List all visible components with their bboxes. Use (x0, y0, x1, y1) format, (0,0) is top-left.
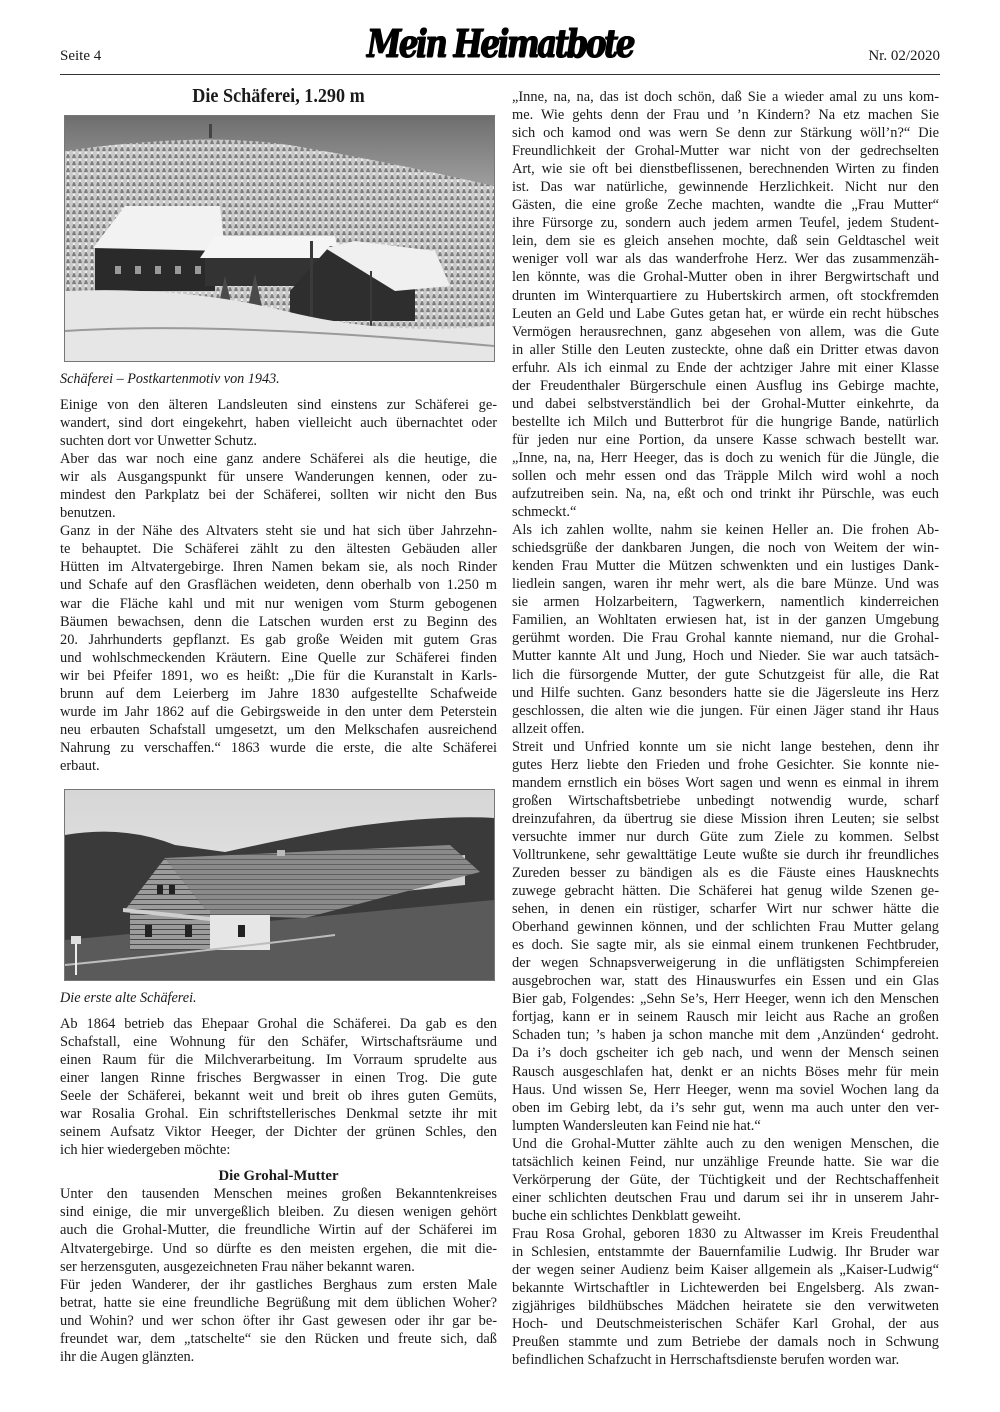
text-line: und dabei selbstverständlich bei der Grohal-Mutter einkehrte, da (512, 395, 939, 412)
paragraph (512, 1225, 939, 1369)
text-line: Familien, an Wohltaten erwiesen hat, ist in der ganzen Umgebung (512, 612, 939, 629)
text-line: fortjag, kann er in seinem Rausch mir leicht aus Rache an großen (512, 1009, 939, 1026)
paragraph (60, 1015, 497, 1159)
text-line: und Hilfe suchten. Ganz besonders hatte sie die Jägersleute ins Herz (512, 684, 939, 701)
text-line: Seele der Schäferei, bekannt weit und breit ob ihres guten Gemüts, (60, 1088, 497, 1105)
text-line: neu erbauten Schafstall umgesetzt, um den Melkschafen ausreichend (60, 721, 497, 738)
text-line: schiedsgrüße der dankbaren Jungen, die noch von Weitem der win- (512, 540, 939, 557)
paragraph (60, 450, 497, 522)
paragraph (60, 1185, 497, 1275)
text-line: Bäumen bewachsen, denn die Latschen wurden erst zu Beginn des (60, 613, 497, 630)
text-line: großen Wirtschaftsbetriebe unbedingt notwendig wurde, scharf (512, 792, 939, 809)
text-line: geschlossen, die alten wie die jungen. Für einen Jäger stand ihr Haus (512, 702, 939, 719)
paragraph (512, 88, 939, 521)
text-line: drunten im Winterquartiere zu Hubertskirch armen, oft stockfremden (512, 287, 939, 304)
text-line: mindest den Parkplatz bei der Schäferei, sollten wir nicht den Bus (60, 487, 497, 504)
text-line: Unter den tausenden Menschen meines großen Bekanntenkreises (60, 1186, 497, 1203)
text-line: Mutter kannte Alt und Jung, Hoch und Nieder. Sie war auch tatsäch- (512, 648, 939, 665)
text-line: Vermögen herausrechnen, ganz abgesehen von allem, was die Gute (512, 323, 939, 340)
text-line: war Rosalia Grohal. Ein schriftstellerisches Denkmal setzte ihr mit (60, 1106, 497, 1123)
text-line: und wohlschmeckenden Kräutern. Eine Quelle zur Schäferei finden (60, 649, 497, 666)
text-line: Volltrunkene, sehr gewalttätige Leute wußte sie durch ihr freundliches (512, 846, 939, 863)
article-body-continued (512, 88, 939, 1369)
left-column (60, 86, 497, 1366)
issue-number: Nr. 02/2020 (868, 48, 940, 64)
text-line: wandert, sind dort eingekehrt, haben vielleicht auch übernachtet oder (60, 415, 497, 432)
text-line: ausgebrochen war, statt des Hinauswurfes ein Essen und ein Glas (512, 973, 939, 990)
text-line: „Inne, na, na, das ist doch schön, daß Sie a wieder amal zu uns kom- (512, 89, 939, 105)
text-line: und Schafe auf den Grasflächen weideten, denn oberhalb von 1.250 m (60, 577, 497, 594)
text-line: bekannte Wirtschaftler in Lichtewerden bei Engelsberg. Als zwan- (512, 1280, 939, 1297)
text-line: Da i’s doch gscheiter ich geb nach, und wenn der Mensch seinen (512, 1045, 939, 1062)
text-line: lein, dem sie es gleich ansehen mochte, daß sein Geldtaschel weit (512, 233, 939, 250)
text-line: Nahrung zu verschaffen.“ 1863 wurde die erste, die alte Schäferei (60, 739, 497, 756)
text-line: aufzutreiben sein. Na, na, eßt och ond trinkt ihr Pürschle, was euch (512, 486, 939, 503)
text-line: „Inne, na, na, Herr Heeger, das is doch zu wenich für die Jüngle, die (512, 449, 939, 466)
text-line: ist. Das war natürliche, gewinnende Herzlichkeit. Nicht nur den (512, 179, 939, 196)
text-line: in Schlesien, entstammte der Bauernfamilie Ludwig. Ihr Bruder war (512, 1244, 939, 1260)
text-line: sollen och mehr essen ond das Träpple Milch wird wohl a noch (512, 467, 939, 484)
text-line: len könnte, was die Grohal-Mutter oben in ihrer Bergwirtschaft und (512, 269, 939, 286)
text-line: sie armen Holzarbeitern, Tagwerkern, namentlich kinderreichen (512, 594, 939, 611)
text-line: ihre Fürsorge zu, sondern auch jedem armen Teufel, jedem Student- (512, 215, 939, 232)
text-line: Art, wie sie oft bei dienstbeflissenen, berechnenden Wirten zu finden (512, 161, 939, 178)
snow-covered-mountain-inn-photo (65, 116, 494, 361)
article-title: Die Schäferei, 1.290 m (192, 86, 365, 107)
paragraph (512, 738, 939, 1135)
text-line: Und die Grohal-Mutter zählte auch zu den wenigen Menschen, die (512, 1135, 939, 1152)
text-line: lich die fürsorgende Mutter, der gute Schutzgeist für alle, die Rat (512, 666, 939, 683)
text-line: tatsächlich keinen Feind, nur unzählige Freunde hatte. Sie war die (512, 1153, 939, 1170)
paragraph (512, 1135, 939, 1225)
text-line: wir als Ausgangspunkt für unsere Wanderungen kennen, oder zu- (60, 469, 497, 486)
text-line: für jeden nur eine Portion, da unsere Kasse schwach bestellt war. (512, 431, 939, 448)
text-line: Für jeden Wanderer, der ihr gastliches Berghaus zum ersten Male (60, 1276, 497, 1293)
paragraph (512, 521, 939, 738)
text-line: Gästen, die eine große Zeche machten, wandte die „Frau Mutter“ (512, 197, 939, 214)
paragraph (60, 522, 497, 775)
text-line: gerühmt worden. Die Frau Grohal kannte niemand, nur die Grohal- (512, 630, 939, 647)
article-body-grohal-mutter (60, 1185, 497, 1365)
text-line: Schaden tun; ’s haben ja schon manche mit dem ‚Anzünden‘ gedroht. (512, 1027, 939, 1044)
text-line: Hütten im Altvatergebirge. Ihren Namen bekam sie, als noch Rinder (60, 559, 497, 576)
text-line: dreinzufahren, da übertrug sie diese Mission ihren Leuten; sie selbst (512, 810, 939, 827)
article-body-grohal (60, 1015, 497, 1159)
text-line: schmeckt.“ (512, 504, 577, 521)
text-line: freundet war, dem „tatschelte“ sie den Rücken und freute sich, daß (60, 1330, 497, 1347)
article-body-intro (60, 396, 497, 775)
text-line: buche ein schlichtes Denkblatt geweiht. (512, 1207, 741, 1224)
text-line: kenden Frau Mutter die Mützen schwenkten und ein lustiges Dank- (512, 558, 939, 575)
text-line: Zureden besser zu bändigen als es die Fäuste eines Hausknechts (512, 865, 939, 882)
paragraph (60, 396, 497, 450)
text-line: gutes Herz liebte den Frieden und frohe Gesichter. Sie konnte nie- (512, 756, 939, 773)
text-line: Bier gab, Folgendes: „Sehn Se’s, Herr Heeger, wenn ich den Menschen (512, 991, 939, 1008)
text-line: ich hier wiedergeben möchte: (60, 1142, 231, 1159)
text-line: allzeit offen. (512, 720, 585, 737)
text-line: versuchte immer nur durch Güte zum Ziele zu kommen. Selbst (512, 828, 939, 845)
text-line: in aller Stille den Leuten zusteckte, ohne daß ein Dritter etwas davon (512, 341, 939, 358)
text-line: liedlein sangen, waren ihr mehr wert, als die bare Münze. Und was (512, 576, 939, 593)
text-line: Einige von den älteren Landsleuten sind einstens zur Schäferei ge- (60, 397, 497, 413)
text-line: bestellte ich Milch und Butterbrot für die hungrige Bande, natürlich (512, 413, 939, 430)
header-rule (60, 74, 940, 75)
text-line: ser herzensguten, ausgezeichneten Frau näher bekannt waren. (60, 1258, 415, 1275)
text-line: sich och kamod ond was wern Se denn zur Stärkung wöll’n?“ Die (512, 125, 939, 142)
text-line: einer schlichten deutschen Frau und darum sei ihr in unserem Jahr- (512, 1189, 939, 1206)
masthead (60, 21, 940, 74)
text-line: Hoch- und Deutschmeisterischen Schäfer Karl Grohal, der aus (512, 1316, 939, 1333)
text-line: sehen, in denen ein rüstiger, scharfer Wirt nur schwer hätte die (512, 901, 939, 918)
text-line: betrat, hatte sie eine freundliche Begrüßung mit dem üblichen Woher? (60, 1294, 497, 1311)
text-line: Ab 1864 betrieb das Ehepaar Grohal die Schäferei. Da gab es den (60, 1015, 497, 1032)
text-line: einen Raum für die Milchverarbeitung. Im Vorraum sprudelte aus (60, 1052, 497, 1069)
text-line: auch die Grohal-Mutter, die freundliche Wirtin auf der Schäferei im (60, 1222, 497, 1239)
text-line: war die Fläche kahl und mit nur wenigen vom Sturm gebogenen (60, 595, 497, 612)
text-line: befindlichen Schafzucht in Herrschaftsdienste berufen worden war. (512, 1352, 900, 1369)
text-line: der Freudenthaler Bürgerschule einen Ausflug ins Gebirge machte, (512, 377, 939, 394)
text-line: Aber das war noch eine ganz andere Schäferei als die heutige, die (60, 451, 497, 468)
text-line: und Wohin? und wer schon öfter ihr Gast gewesen oder ihr gar be- (60, 1312, 497, 1329)
text-line: weniger voll war als das wanderfrohe Herz. Wer das zusammenzäh- (512, 251, 939, 268)
text-line: benutzen. (60, 505, 116, 522)
text-line: Schafstall, eine Wohnung für den Schäfer, Wirtschaftsräume und (60, 1034, 497, 1051)
text-line: der wegen Schnapsverweigerung in die unflätigsten Schimpfereien (512, 955, 939, 972)
text-line: wurde im Jahr 1862 auf die Gebirgsweide in den unter dem Peterstein (60, 703, 497, 720)
text-line: Frau Rosa Grohal, geboren 1830 zu Altwasser im Kreis Freudenthal (512, 1225, 939, 1242)
text-line: oben im Gebirg lebt, da i’s sehr gut, wenn ma auch unter den ver- (512, 1099, 939, 1116)
text-line: 20. Jahrhunderts gepflanzt. Es gab große Weiden mit gutem Gras (60, 631, 497, 648)
text-line: Haus. Und wissen Se, Herr Heeger, wenn ma soviel Wochen lang da (512, 1081, 939, 1098)
text-line: Verkörperung der Güte, der Tüchtigkeit und der Rechtschaffenheit (512, 1171, 939, 1188)
photo-caption-2: Die erste alte Schäferei. (60, 989, 197, 1006)
text-line: sind einige, die mir unvergeßlich bleiben. Zu diesen wenigen gehört (60, 1204, 497, 1221)
text-line: Rausch ausgeschlafen hat, denkt er an nichts Böses mehr für mein (512, 1063, 939, 1080)
text-line: es doch. Sie sagte mir, als sie einmal einem trunkenen Fechtbruder, (512, 937, 939, 954)
text-line: te behauptet. Die Schäferei zählt zu den ältesten Gebäuden aller (60, 541, 497, 558)
text-line: seinem Aufsatz Viktor Heeger, der Dichter der grünen Schles, den (60, 1124, 497, 1141)
text-line: Altvatergebirge. Und so dürfte es den meisten ergehen, die mit die- (60, 1240, 497, 1257)
photo-winter-schaeferei (64, 115, 495, 362)
text-line: erbaut. (60, 757, 100, 774)
text-line: me. Wie gehts denn der Frau und ’n Kindern? Na etz machen Sie (512, 107, 939, 124)
text-line: Oberhand gewinnen können, und der schlichten Frau Mutter gelang (512, 919, 939, 936)
text-line: mandem ernstlich ein böses Wort sagen und wenn es einmal in ihrem (512, 774, 939, 791)
text-line: suchten dort vor Unwetter Schutz. (60, 433, 258, 450)
old-shepherd-house-photo (65, 790, 494, 980)
text-line: Leuten an Geld und Labe Gutes getan hat, er würde ein recht hübsches (512, 305, 939, 322)
newspaper-logo: Mein Heimatbote (366, 21, 634, 67)
text-line: zigjähriges bildhübsches Mädchen heiratete sie den verwitweten (512, 1298, 939, 1315)
text-line: einer langen Rinne frisches Bergwasser in einen Trog. Die gute (60, 1070, 497, 1087)
page-number: Seite 4 (60, 48, 102, 64)
text-line: Freundlichkeit der Grohal-Mutter war nicht von der gedrechselten (512, 143, 939, 160)
photo-caption-1: Schäferei – Postkartenmotiv von 1943. (60, 371, 280, 387)
subheading: Die Grohal-Mutter (218, 1168, 339, 1185)
paragraph (60, 1276, 497, 1366)
text-line: ihr die Augen glänzten. (60, 1348, 195, 1365)
text-line: Ganz in der Nähe des Altvaters steht sie und hat sich über Jahrzehn- (60, 523, 497, 540)
text-line: der wegen seiner Audienz beim Kaiser allgemein als „Kaiser-Ludwig“ (512, 1262, 939, 1279)
right-column (512, 88, 939, 1369)
text-line: Preußen stammte und zum Betriebe der damals noch in Schwung (512, 1334, 939, 1351)
text-line: erfuhr. Als ich einmal zu Ende der achtziger Jahre mit einer Klasse (512, 359, 939, 376)
text-line: wir bei Pfeifer 1891, wo es heißt: „Die für die Kuranstalt in Karls- (60, 667, 497, 684)
text-line: brunn auf dem Leierberg im Jahre 1830 aufgestellte Schafweide (60, 685, 497, 702)
text-line: Streit und Unfried konnte um sie nicht lange bestehen, denn ihr (512, 738, 939, 755)
photo-first-schaeferei (64, 789, 495, 981)
text-line: Als ich zahlen wollte, nahm sie keinen Heller an. Die frohen Ab- (512, 522, 939, 539)
text-line: zuwege gebracht hätten. Die Schäferei hat genug wilde Szenen ge- (512, 883, 939, 900)
text-line: lumpten Wandersleuten kan Feind nie hat.“ (512, 1117, 761, 1134)
